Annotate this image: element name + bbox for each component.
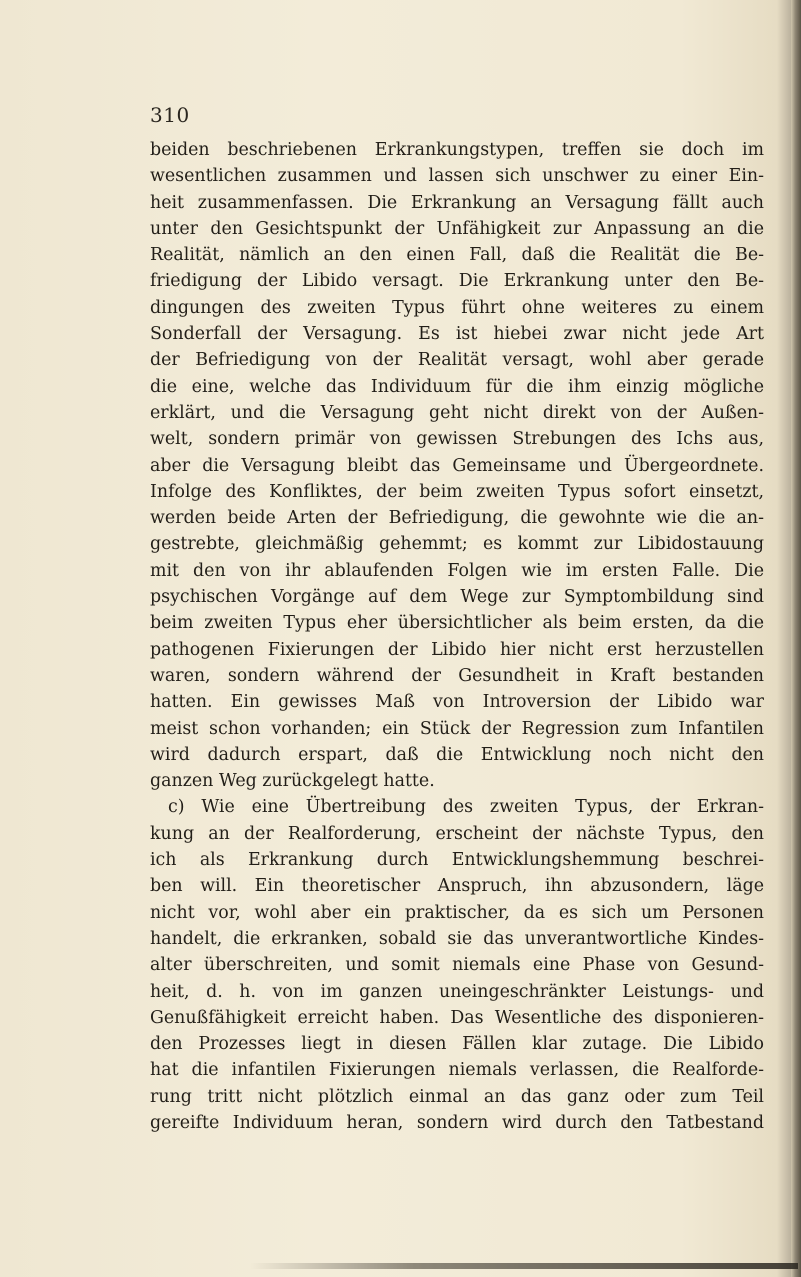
bottom-edge-shadow [250, 1263, 798, 1269]
text-line: meist schon vorhanden; ein Stück der Regression zum Infantilen [150, 718, 764, 739]
text-line: erklärt, und die Versagung geht nicht direkt von der Außen- [150, 402, 764, 423]
body-text [150, 137, 764, 1136]
text-line: aber die Versagung bleibt das Gemeinsame und Übergeordnete. [150, 455, 764, 476]
text-line: hat die infantilen Fixierungen niemals verlassen, die Realforde- [150, 1060, 764, 1081]
text-line: ben will. Ein theoretischer Anspruch, ihn abzusondern, läge [150, 876, 764, 897]
text-line: wesentlichen zusammen und lassen sich unschwer zu einer Ein- [150, 166, 764, 187]
text-line: werden beide Arten der Befriedigung, die gewohnte wie die an- [150, 508, 764, 529]
text-line: c) Wie eine Übertreibung des zweiten Typus, der Erkran- [168, 797, 764, 818]
text-line: heit, d. h. von im ganzen uneingeschränkter Leistungs- und [150, 981, 764, 1002]
text-line: psychischen Vorgänge auf dem Wege zur Symptombildung sind [150, 587, 764, 608]
text-line: Realität, nämlich an den einen Fall, daß die Realität die Be- [150, 245, 764, 266]
text-line: handelt, die erkranken, sobald sie das unverantwortliche Kindes- [150, 928, 764, 949]
text-line: kung an der Realforderung, erscheint der nächste Typus, den [150, 823, 764, 844]
text-line: mit den von ihr ablaufenden Folgen wie im ersten Falle. Die [150, 560, 764, 581]
text-line: ich als Erkrankung durch Entwicklungshemmung beschrei- [150, 850, 764, 871]
text-line: wird dadurch erspart, daß die Entwicklung noch nicht den [150, 744, 764, 765]
text-line: pathogenen Fixierungen der Libido hier nicht erst herzustellen [150, 639, 764, 660]
text-line: alter überschreiten, und somit niemals eine Phase von Gesund- [150, 955, 764, 976]
text-line: welt, sondern primär von gewissen Strebungen des Ichs aus, [150, 429, 764, 450]
page-edge-shadow [791, 0, 801, 1277]
text-line: dingungen des zweiten Typus führt ohne weiteres zu einem [150, 297, 764, 318]
text-line: nicht vor, wohl aber ein praktischer, da es sich um Personen [150, 902, 764, 923]
text-line: waren, sondern während der Gesundheit in Kraft bestanden [150, 665, 764, 686]
text-line: die eine, welche das Individuum für die ihm einzig mögliche [150, 376, 764, 397]
text-line: Sonderfall der Versagung. Es ist hiebei zwar nicht jede Art [150, 324, 764, 345]
text-line: gereifte Individuum heran, sondern wird durch den Tatbestand [150, 1112, 764, 1133]
text-line: heit zusammenfassen. Die Erkrankung an Versagung fällt auch [150, 192, 764, 213]
text-line: beiden beschriebenen Erkrankungstypen, treffen sie doch im [150, 140, 764, 160]
text-line: rung tritt nicht plötzlich einmal an das ganz oder zum Teil [150, 1086, 764, 1107]
text-line: gestrebte, gleichmäßig gehemmt; es kommt zur Libidostauung [150, 534, 764, 555]
text-line: ganzen Weg zurückgelegt hatte. [150, 771, 435, 792]
text-line: den Prozesses liegt in diesen Fällen klar zutage. Die Libido [150, 1034, 764, 1055]
page-number: 310 [150, 103, 190, 127]
text-line: hatten. Ein gewisses Maß von Introversion der Libido war [150, 692, 764, 713]
text-line: unter den Gesichtspunkt der Unfähigkeit zur Anpassung an die [150, 218, 764, 239]
text-line: der Befriedigung von der Realität versagt, wohl aber gerade [150, 350, 764, 371]
text-line: Infolge des Konfliktes, der beim zweiten Typus sofort einsetzt, [150, 481, 764, 502]
text-line: friedigung der Libido versagt. Die Erkrankung unter den Be- [150, 271, 764, 292]
text-line: Genußfähigkeit erreicht haben. Das Wesentliche des disponieren- [150, 1007, 764, 1028]
text-line: beim zweiten Typus eher übersichtlicher als beim ersten, da die [150, 613, 764, 634]
